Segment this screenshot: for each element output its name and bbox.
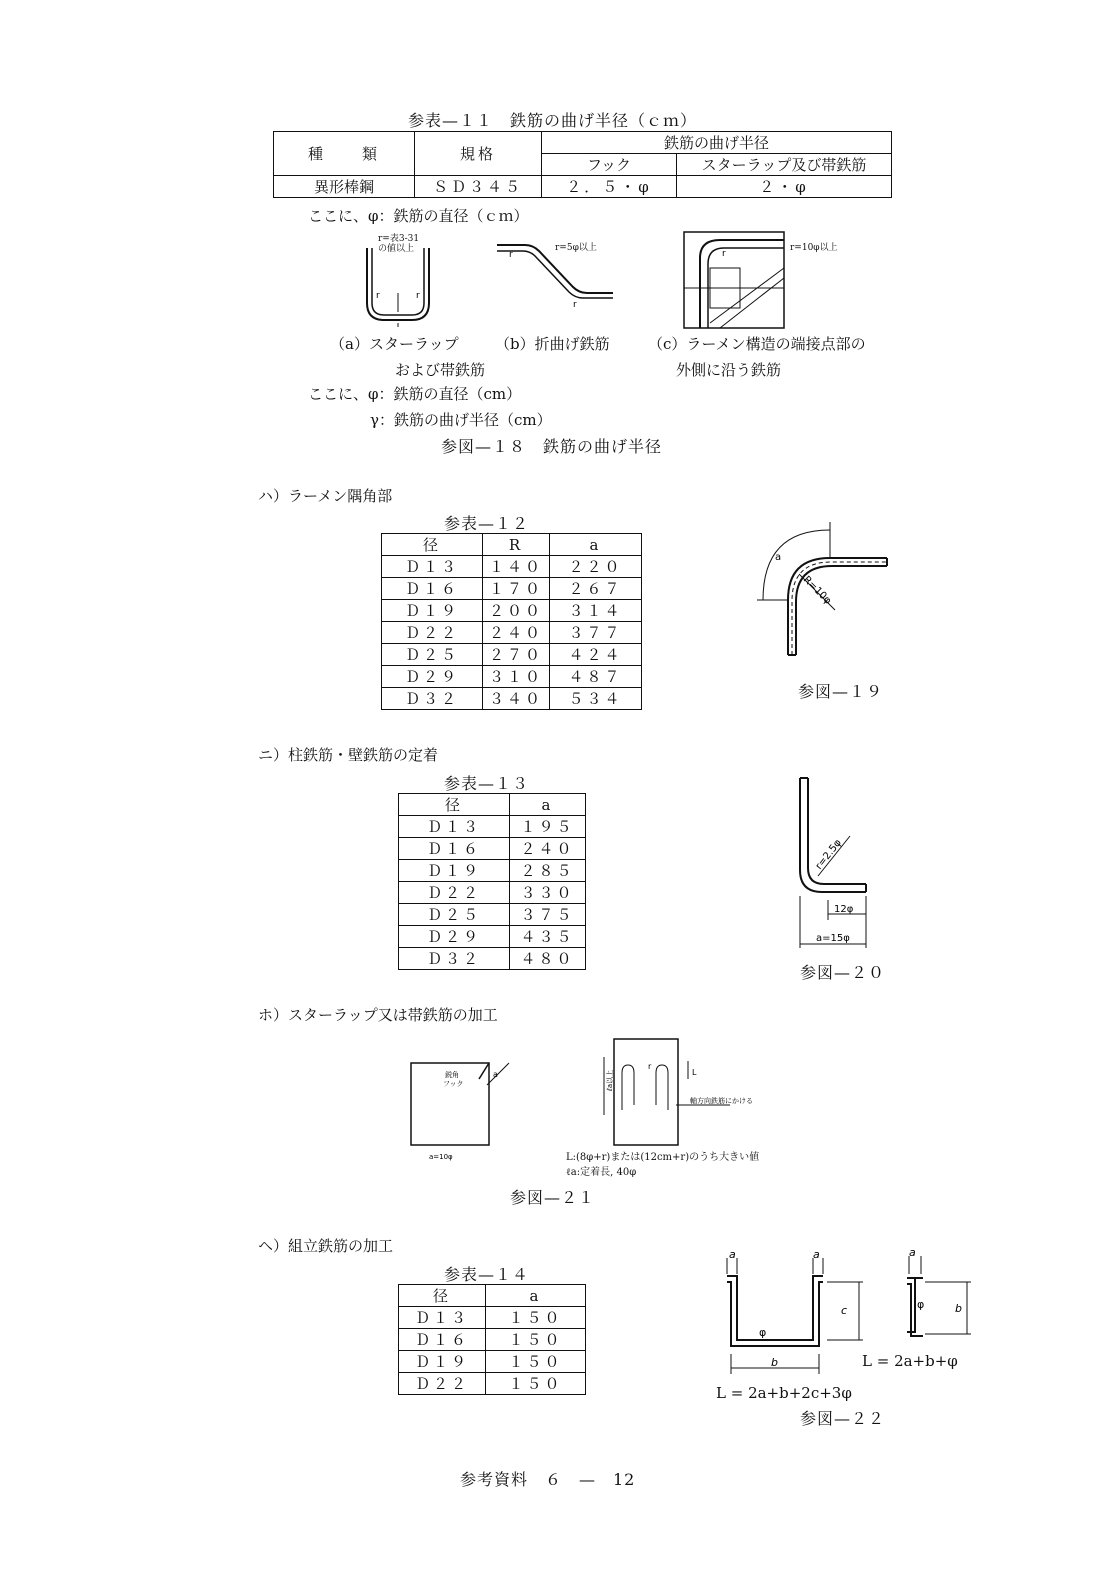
fig18b-note: r=5φ以上: [555, 243, 597, 253]
svg-text:r: r: [722, 249, 726, 259]
table-row: [382, 688, 642, 710]
svg-text:r: r: [416, 291, 420, 301]
table-cell: １４０: [483, 556, 550, 578]
fig22-c-bar-diagram: [895, 1248, 975, 1348]
table-cell: ２４０: [483, 622, 550, 644]
table-row: [399, 948, 586, 970]
table-cell: Ｄ２２: [399, 882, 510, 904]
table-cell: Ｄ１３: [399, 816, 510, 838]
fig18-label-a2: および帯鉄筋: [395, 361, 486, 379]
section-ni-heading: ニ）柱鉄筋・壁鉄筋の定着: [258, 746, 439, 764]
table-row: [399, 1373, 586, 1395]
table-cell: Ｄ１６: [399, 838, 510, 860]
table-row: [399, 1329, 586, 1351]
fig22-b-single: b: [955, 1302, 962, 1315]
fig19-label-a: a: [775, 552, 782, 563]
section-ha-heading: ハ）ラーメン隅角部: [258, 487, 393, 505]
table-row: [399, 926, 586, 948]
fig19-corner-diagram: [755, 520, 895, 660]
fig22-a-single: a: [909, 1248, 916, 1259]
table-cell: Ｄ２２: [382, 622, 483, 644]
table11-col-spec: 規格: [415, 132, 542, 176]
fig18-label-c2: 外側に沿う鉄筋: [676, 361, 782, 379]
table-cell: Ｄ１３: [399, 1307, 486, 1329]
table14-header: 径: [399, 1285, 486, 1307]
table-cell: １５０: [486, 1351, 586, 1373]
fig21-hook1: 鋭角: [445, 1071, 459, 1079]
table11-col-hook: フック: [542, 154, 677, 176]
table13-header: 径: [399, 794, 510, 816]
table12: [381, 533, 642, 710]
table-cell: Ｄ３２: [382, 688, 483, 710]
svg-text:r: r: [376, 291, 380, 301]
table14-header: a: [486, 1285, 586, 1307]
table14: [398, 1284, 586, 1395]
table13-header: a: [510, 794, 586, 816]
table-cell: Ｄ１６: [382, 578, 483, 600]
table-cell: １７０: [483, 578, 550, 600]
fig22-b: b: [771, 1356, 778, 1369]
fig21-a: a: [493, 1070, 498, 1079]
table-cell: １５０: [486, 1373, 586, 1395]
table-cell: Ｄ１６: [399, 1329, 486, 1351]
section-ho-heading: ホ）スターラップ又は帯鉄筋の加工: [258, 1006, 498, 1024]
fig18a-note-2: の値以上: [378, 244, 415, 254]
table-cell: ＳＤ３４５: [415, 176, 542, 198]
table-cell: １９５: [510, 816, 586, 838]
table-cell: Ｄ２９: [399, 926, 510, 948]
table-cell: ２．５・φ: [542, 176, 677, 198]
table12-title: 参表—１２: [444, 514, 530, 533]
fig18-note1: ここに、φ：鉄筋の直径（cm）: [308, 385, 522, 403]
table-cell: ３７７: [550, 622, 642, 644]
table-cell: ４３５: [510, 926, 586, 948]
table-cell: ３１０: [483, 666, 550, 688]
table-cell: ２・φ: [677, 176, 892, 198]
table-row: [399, 904, 586, 926]
table-cell: ３７５: [510, 904, 586, 926]
fig22-caption: 参図—２２: [800, 1409, 886, 1428]
table-cell: ４２４: [550, 644, 642, 666]
table11-col-type: 種 類: [274, 132, 415, 176]
fig21-caption: 参図—２１: [510, 1188, 596, 1207]
table-cell: Ｄ２２: [399, 1373, 486, 1395]
table-row: [382, 578, 642, 600]
fig22-phi: φ: [759, 1326, 767, 1339]
fig21-L: L: [692, 1068, 697, 1077]
fig22-formula2: L = 2a+b+φ: [862, 1352, 958, 1370]
table12-header: 径: [382, 534, 483, 556]
fig21-a10: a=10φ: [429, 1153, 453, 1161]
table12-header: a: [550, 534, 642, 556]
table-cell: Ｄ２５: [382, 644, 483, 666]
fig22-formula1: L = 2a+b+2c+3φ: [716, 1384, 852, 1402]
table-cell: １５０: [486, 1307, 586, 1329]
fig20-label-r: r=2.5φ: [813, 837, 844, 872]
svg-text:r: r: [573, 300, 577, 310]
table-cell: ２６７: [550, 578, 642, 600]
table-cell: １５０: [486, 1329, 586, 1351]
fig22-c: c: [841, 1304, 848, 1317]
fig21-anchorage-box: [580, 1035, 780, 1147]
fig18c-frame-corner-diagram: [680, 218, 785, 330]
table-cell: ２００: [483, 600, 550, 622]
table-row: [399, 816, 586, 838]
table-cell: Ｄ１３: [382, 556, 483, 578]
fig21-note2: ℓa:定着長, 40φ: [566, 1167, 637, 1178]
fig18a-note: [378, 234, 419, 254]
table-row: [382, 556, 642, 578]
fig21-hook2: フック: [443, 1080, 464, 1088]
page-footer: 参考資料 ６ — 12: [460, 1470, 636, 1489]
table13: [398, 793, 586, 970]
fig21-note1: L:(8φ+r)または(12cm+r)のうち大きい値: [566, 1152, 760, 1163]
table-cell: ２２０: [550, 556, 642, 578]
table-cell: Ｄ１９: [399, 1351, 486, 1373]
fig18a-note-1: r=表3-31: [378, 234, 420, 244]
fig19-caption: 参図—１９: [798, 682, 884, 701]
fig21-hook-square: [405, 1055, 515, 1165]
fig21-la: ℓa以上: [606, 1069, 614, 1091]
fig22-a-left: a: [729, 1248, 736, 1261]
table-cell: Ｄ１９: [382, 600, 483, 622]
fig19-label-r: R=10φ: [800, 574, 834, 607]
fig20-caption: 参図—２０: [800, 963, 886, 982]
section-he-heading: ヘ）組立鉄筋の加工: [258, 1237, 394, 1255]
table-cell: 異形棒鋼: [274, 176, 415, 198]
fig20-label-15: a=15φ: [816, 933, 850, 944]
table-cell: ４８０: [510, 948, 586, 970]
table11-col-stirrup: スターラップ及び帯鉄筋: [677, 154, 892, 176]
table11: [273, 131, 892, 198]
fig22-u-bar-diagram: [715, 1248, 875, 1398]
table-cell: Ｄ２９: [382, 666, 483, 688]
table-cell: ２８５: [510, 860, 586, 882]
fig18-label-b: （b）折曲げ鉄筋: [495, 335, 610, 353]
table-cell: ３３０: [510, 882, 586, 904]
table13-title: 参表—１３: [444, 774, 530, 793]
table-cell: ２４０: [510, 838, 586, 860]
fig18c-note: r=10φ以上: [790, 243, 838, 253]
table-cell: Ｄ３２: [399, 948, 510, 970]
table-row: [399, 838, 586, 860]
fig21-axial: 軸方向鉄筋にかける: [690, 1097, 753, 1105]
table14-title: 参表—１４: [444, 1265, 530, 1284]
table-row: [382, 644, 642, 666]
table-cell: ３４０: [483, 688, 550, 710]
table-row: [399, 1307, 586, 1329]
table-cell: ２７０: [483, 644, 550, 666]
table-row: [382, 600, 642, 622]
table-row: [382, 666, 642, 688]
fig20-anchorage-diagram: [770, 770, 910, 955]
table-row: [382, 622, 642, 644]
svg-text:r: r: [509, 250, 513, 260]
table11-col-radius: 鉄筋の曲げ半径: [542, 132, 892, 154]
table-row: [399, 860, 586, 882]
table-cell: ４８７: [550, 666, 642, 688]
table11-title: 参表—１１ 鉄筋の曲げ半径（ｃｍ）: [408, 111, 698, 130]
fig18-note2: γ：鉄筋の曲げ半径（cm）: [370, 411, 552, 429]
fig18-label-c1: （c）ラーメン構造の端接点部の: [648, 335, 866, 353]
fig21-r: r: [648, 1062, 652, 1071]
table-row: [399, 882, 586, 904]
table-cell: Ｄ１９: [399, 860, 510, 882]
table-row: [399, 1351, 586, 1373]
table12-header: R: [483, 534, 550, 556]
table-cell: ５３４: [550, 688, 642, 710]
fig22-phi-single: φ: [917, 1298, 925, 1311]
fig20-label-12: 12φ: [834, 904, 854, 915]
table11-note: ここに、φ：鉄筋の直径（ｃｍ）: [308, 207, 529, 225]
table-cell: Ｄ２５: [399, 904, 510, 926]
fig18-label-a1: （a）スターラップ: [330, 335, 459, 353]
fig22-a-right: a: [813, 1248, 820, 1261]
table-cell: ３１４: [550, 600, 642, 622]
fig18-caption: 参図—１８ 鉄筋の曲げ半径: [441, 437, 663, 456]
